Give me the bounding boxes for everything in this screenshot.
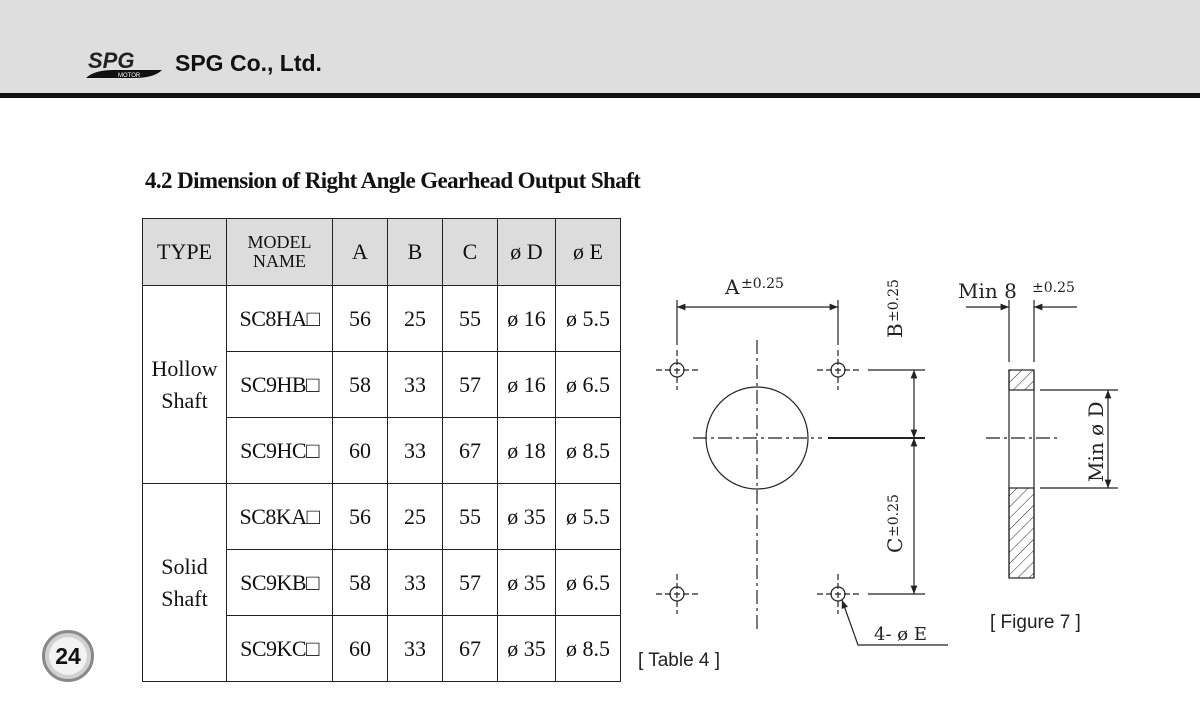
cell-a: 60 (333, 418, 388, 484)
cell-b: 33 (388, 550, 443, 616)
page-number: 24 (49, 637, 87, 675)
label-a-tolerance: ±0.25 (741, 276, 784, 292)
type-hollow-line2: Shaft (161, 387, 208, 413)
cell-b: 33 (388, 418, 443, 484)
page-number-badge (42, 630, 94, 682)
cell-b: 33 (388, 616, 443, 682)
label-min8-tolerance: ±0.25 (1032, 280, 1075, 296)
label-c-tolerance: ±0.25 (886, 494, 902, 537)
cell-c: 55 (443, 286, 498, 352)
label-a: A (725, 275, 740, 299)
col-header-e: ø E (556, 219, 621, 286)
cell-b: 25 (388, 286, 443, 352)
col-header-b: B (388, 219, 443, 286)
cell-a: 58 (333, 352, 388, 418)
figure-caption: [ Figure 7 ] (990, 612, 1081, 633)
cell-a: 60 (333, 616, 388, 682)
company-name: SPG Co., Ltd. (175, 50, 322, 76)
type-solid-line1: Solid (161, 553, 208, 579)
model-cell: SC9HB□ (227, 352, 333, 418)
cell-a: 58 (333, 550, 388, 616)
col-header-model-line2: NAME (253, 251, 306, 271)
label-b: B (883, 323, 907, 338)
section-hatch-bottom (1009, 488, 1034, 578)
mounting-hole-bottom-right (817, 574, 859, 614)
cell-c: 67 (443, 418, 498, 484)
model-cell: SC9HC□ (227, 418, 333, 484)
mounting-hole-top-left (656, 350, 698, 390)
label-c: C (883, 537, 907, 553)
cell-a: 56 (333, 484, 388, 550)
section-title: 4.2 Dimension of Right Angle Gearhead Output Shaft (145, 168, 641, 193)
label-holes: 4- ø E (874, 624, 927, 645)
model-cell: SC8KA□ (227, 484, 333, 550)
label-min-d: Min ø D (1084, 401, 1108, 482)
model-cell: SC9KB□ (227, 550, 333, 616)
cell-b: 25 (388, 484, 443, 550)
cell-e: ø 5.5 (556, 286, 621, 352)
label-min-8: Min 8 (958, 279, 1017, 303)
col-header-d: ø D (498, 219, 556, 286)
cell-d: ø 35 (498, 550, 556, 616)
mounting-hole-top-right (817, 350, 859, 390)
cell-d: ø 16 (498, 286, 556, 352)
cell-c: 57 (443, 352, 498, 418)
cell-e: ø 8.5 (556, 616, 621, 682)
cell-d: ø 35 (498, 484, 556, 550)
col-header-a: A (333, 219, 388, 286)
model-cell: SC8HA□ (227, 286, 333, 352)
label-b-tolerance: ±0.25 (886, 279, 902, 322)
type-hollow-line1: Hollow (151, 355, 218, 381)
cell-c: 67 (443, 616, 498, 682)
cell-c: 55 (443, 484, 498, 550)
col-header-model-line1: MODEL (247, 232, 312, 252)
section-hatch-top (1009, 370, 1034, 390)
cell-c: 57 (443, 550, 498, 616)
type-solid-line2: Shaft (161, 585, 208, 611)
cell-e: ø 6.5 (556, 352, 621, 418)
logo-sub-text: MOTOR (118, 73, 141, 79)
col-header-c: C (443, 219, 498, 286)
model-cell: SC9KC□ (227, 616, 333, 682)
cell-b: 33 (388, 352, 443, 418)
cell-a: 56 (333, 286, 388, 352)
cell-d: ø 18 (498, 418, 556, 484)
cell-e: ø 8.5 (556, 418, 621, 484)
flange-view (656, 300, 948, 645)
col-header-type: TYPE (143, 219, 227, 286)
table-caption: [ Table 4 ] (638, 650, 721, 671)
cell-e: ø 6.5 (556, 550, 621, 616)
cell-d: ø 35 (498, 616, 556, 682)
cell-e: ø 5.5 (556, 484, 621, 550)
mounting-hole-bottom-left (656, 574, 698, 614)
logo-text: SPG (88, 48, 135, 73)
cell-d: ø 16 (498, 352, 556, 418)
